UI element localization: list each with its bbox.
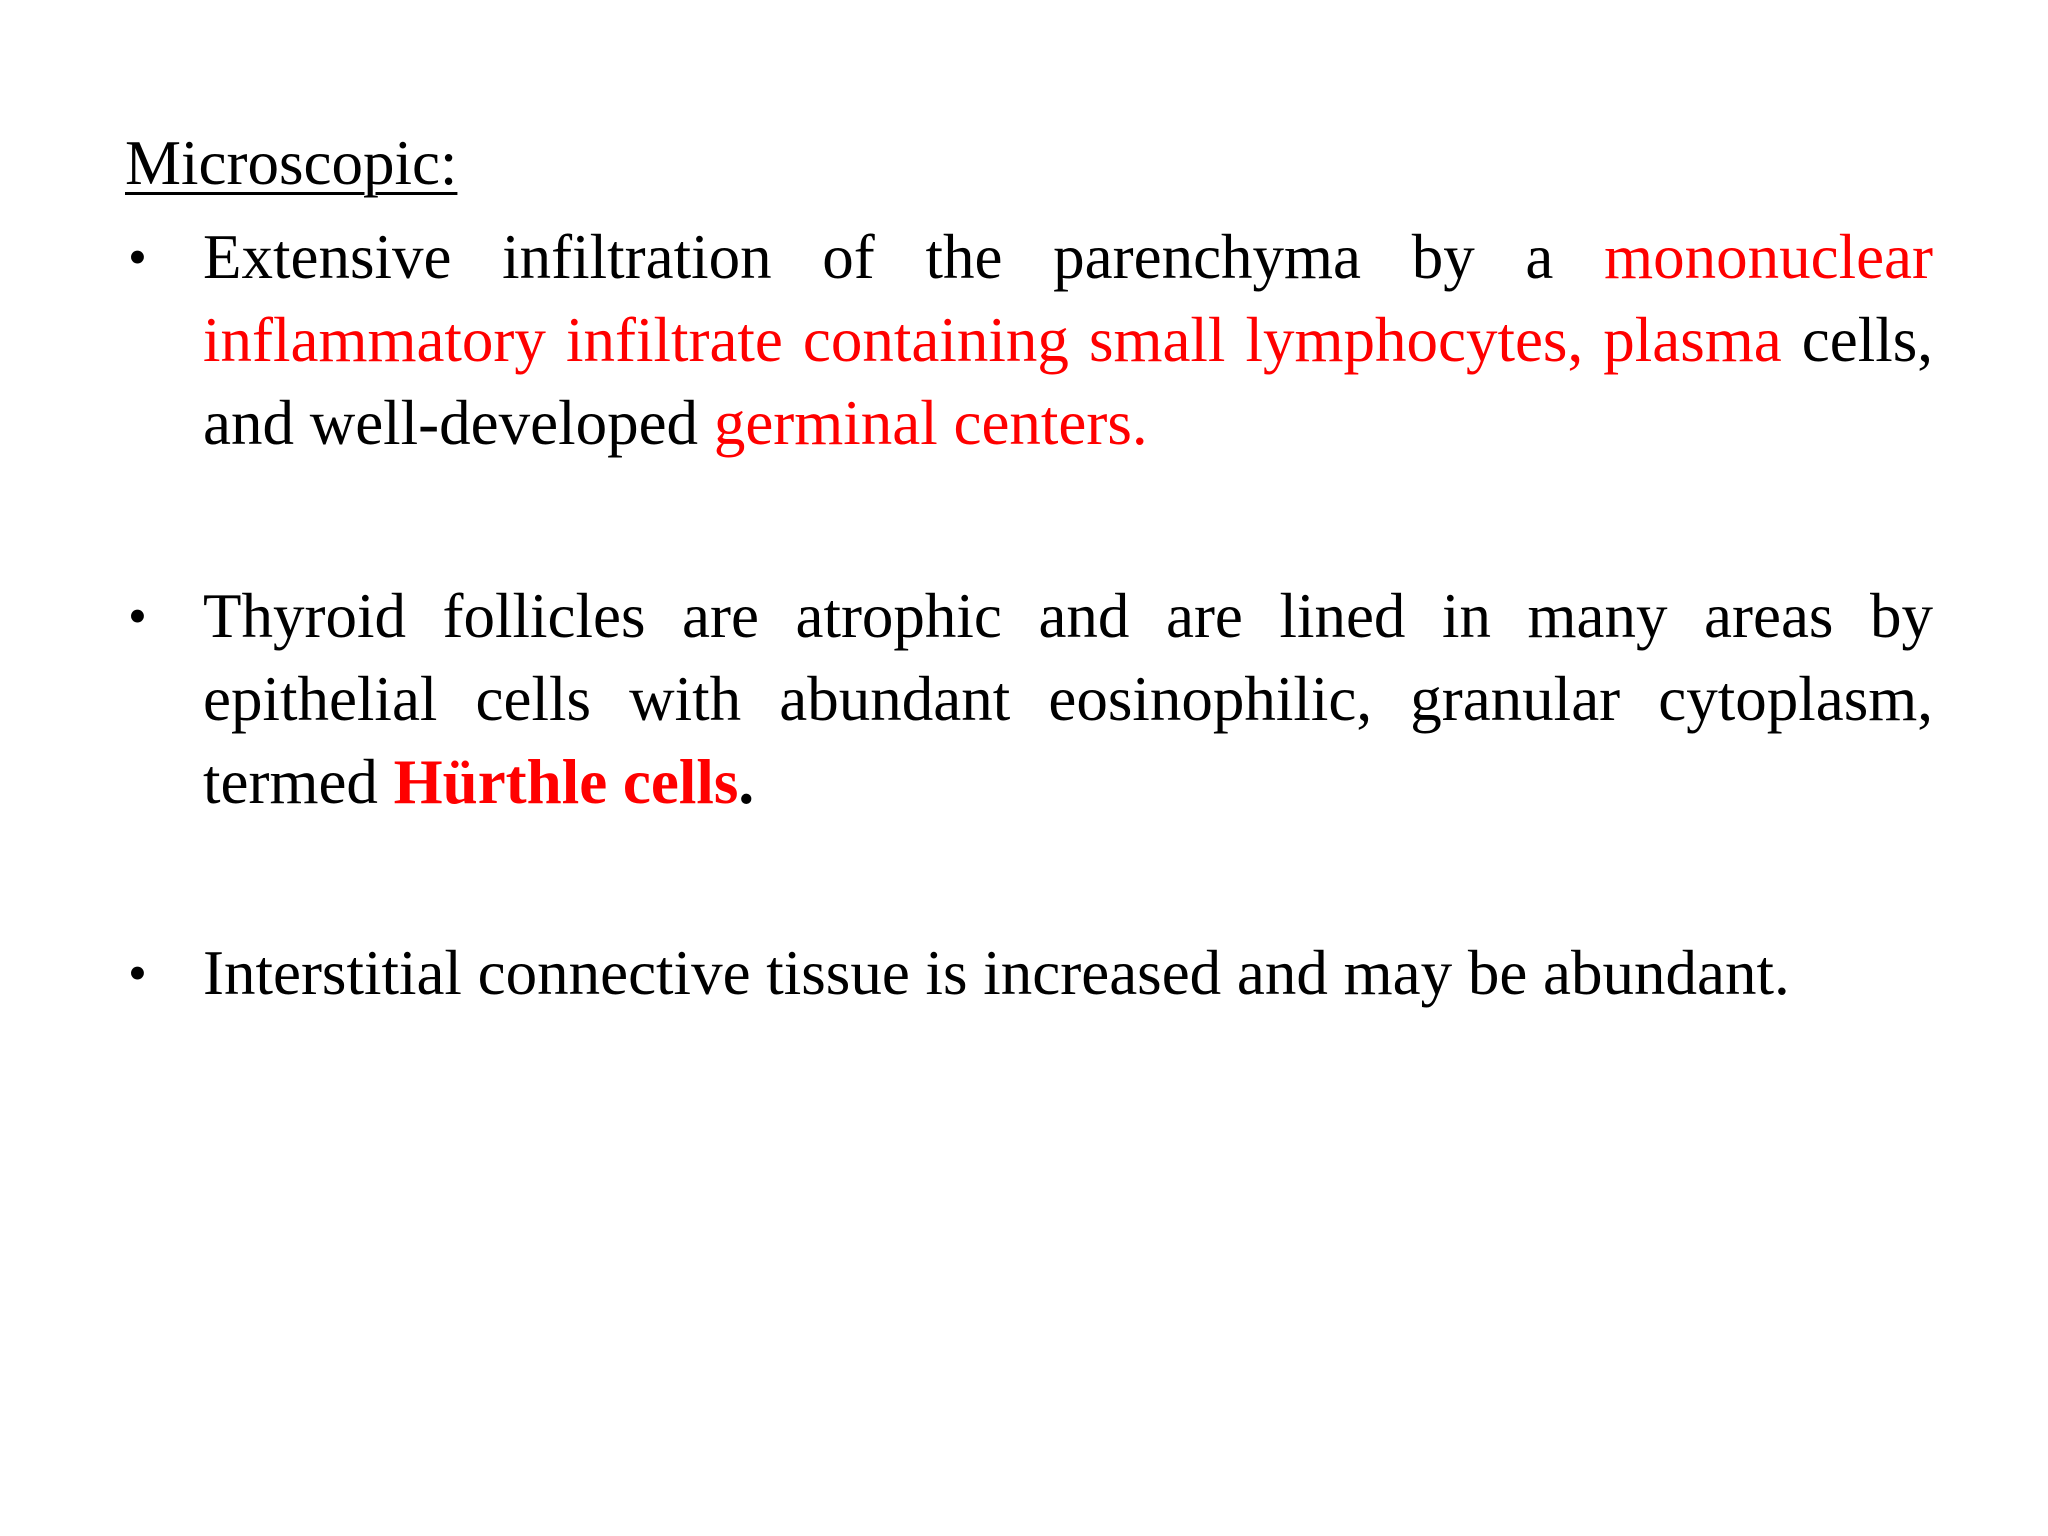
bullet-item-connective-tissue: [128, 932, 1933, 1015]
bullet-item-infiltration: [128, 216, 1933, 465]
highlighted-text: mononuclear inflammatory infiltrate containing small lymphocytes, plasma: [203, 222, 1933, 375]
section-heading: Microscopic:: [125, 128, 458, 198]
bullet-text: Thyroid follicles are atrophic and are lined in many areas by epithelial cells with abundant eosinophilic, granular cytoplasm, termed: [203, 581, 1933, 817]
bullet-text: Extensive infiltration of the parenchyma by a: [203, 222, 1605, 292]
bullet-item-follicles: [128, 575, 1933, 824]
bullet-icon: •: [128, 943, 147, 1003]
highlighted-term: Hürthle cells: [393, 747, 739, 817]
bullet-text: Interstitial connective tissue is increased and may be abundant.: [203, 938, 1790, 1008]
bullet-text: .: [738, 747, 755, 817]
bullet-text: cells, and well-developed: [203, 305, 1933, 458]
highlighted-text: germinal centers.: [713, 388, 1148, 458]
bullet-icon: •: [128, 586, 147, 646]
bullet-icon: •: [128, 227, 147, 287]
